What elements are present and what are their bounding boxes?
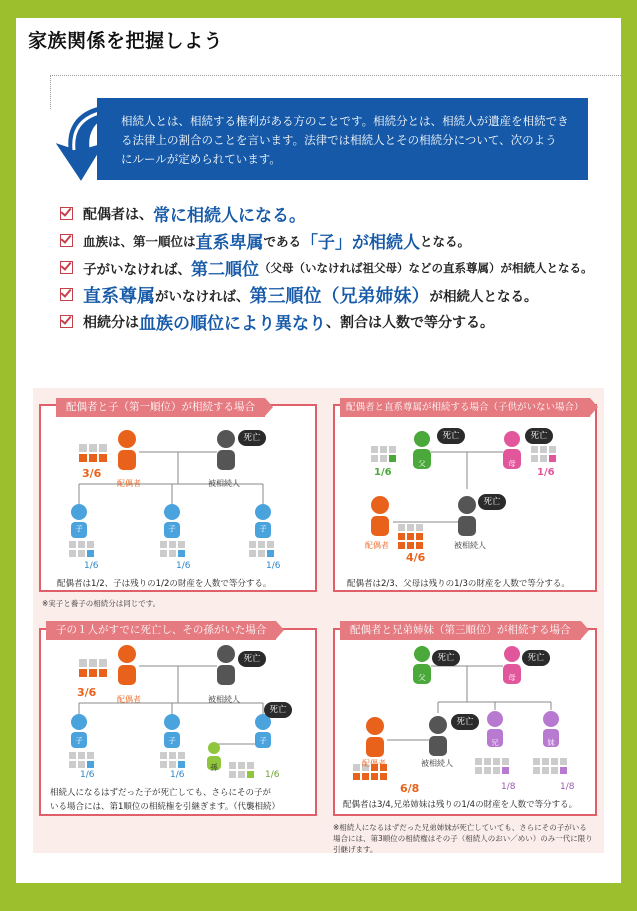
rule-highlight: 血族の順位により異なり [139,314,326,334]
card-2-title: 配偶者と直系尊属が相続する場合（子供がいない場合） [340,398,590,417]
rule-1 [60,200,620,227]
intro-line-2: る法律上の割合のことを言います。法律では相続人とその相続分について、次のよう [121,133,557,147]
rule-highlight: 第三順位（兄弟姉妹） [249,285,430,307]
dead-badge: 死亡 [522,650,550,666]
card-4-note: 配偶者は3/4,兄弟姉妹は残りの1/4の財産を人数で等分する。 [343,800,578,810]
intro-box [97,98,588,180]
footnote-siblings-1: ※相続人になるはずだった兄弟姉妹が死亡していても、さらにその子がいる [333,823,587,832]
rule-5 [60,308,620,335]
card-1-note: 配偶者は1/2、子は残りの1/2の財産を人数で等分する。 [57,579,272,589]
page-title: 家族関係を把握しよう [28,30,224,52]
child-label: 子 [168,736,176,745]
deceased-label: 被相続人 [208,695,240,704]
card-3-title: 子の１人がすでに死亡し、その孫がいた場合 [46,621,276,640]
card-3-note-2: いる場合には、第1順位の相続権を引継ぎます。（代襲相続） [50,802,280,812]
child-share: 1/6 [80,770,95,780]
deceased-label: 被相続人 [454,541,486,550]
intro-line-3: にルールが定められています。 [121,152,281,166]
spouse-person-icon [366,717,384,757]
checkbox-icon [60,261,73,274]
dead-badge: 死亡 [238,651,266,667]
rule-2 [60,227,620,254]
spouse-share: 3/6 [77,686,97,699]
rule-highlight: 直系卑属 [195,233,264,253]
rules-list [60,200,620,335]
rule-highlight: 直系尊属 [83,285,155,307]
card-2-note: 配偶者は2/3、父母は残りの1/3の財産を人数で等分する。 [347,579,570,589]
spouse-label: 配偶者 [365,541,389,550]
dead-badge: 死亡 [238,430,266,446]
deceased-person-icon [217,430,235,470]
child-share: 1/6 [266,561,281,571]
older-brother-label: 兄 [491,738,499,747]
rule-highlight: 第二順位 [191,260,259,280]
dead-badge: 死亡 [525,428,553,444]
spouse-label: 配偶者 [117,695,141,704]
intro-line-1: 相続人とは、相続する権利がある方のことです。相続分とは、相続人が遺産を相続でき [121,114,569,128]
rule-text: である [263,233,302,249]
mother-label: 母 [508,459,516,468]
child-share: 1/6 [170,770,185,780]
mother-label: 母 [508,673,516,682]
rule-3 [60,254,620,281]
dead-badge: 死亡 [437,428,465,444]
rule-text: 相続分は [83,314,139,331]
spouse-label: 配偶者 [362,759,386,768]
card-3-note-1: 相続人になるはずだった子が死亡しても、さらにその子が [50,788,272,798]
card-4-title: 配偶者と兄弟姉妹（第三順位）が相続する場合 [340,621,581,640]
child-label: 子 [168,524,176,533]
father-label: 父 [418,459,426,468]
rule-text: 子がいなければ、 [83,261,191,278]
rule-4 [60,281,620,308]
younger-sister-label: 妹 [547,738,555,747]
rule-text: 、割合は人数で等分する。 [326,314,494,331]
dead-badge: 死亡 [451,714,479,730]
card-1-title: 配偶者と子（第一順位）が相続する場合 [56,398,265,417]
spouse-share: 3/6 [82,467,102,480]
footnote-adopted: ※実子と養子の相続分は同じです。 [42,599,161,608]
dead-badge: 死亡 [478,494,506,510]
child-label: 子 [75,736,83,745]
spouse-person-icon [118,645,136,685]
grandchild-label: 孫 [210,763,218,772]
deceased-person-icon [217,645,235,685]
rule-highlight: 常に相続人になる。 [153,206,306,226]
footnote-siblings-2: 場合には、第3順位の相続権はその子（相続人のおい／めい）のみ一代に限り [333,834,593,843]
spouse-person-icon [371,496,389,536]
checkbox-icon [60,234,73,247]
rule-text: （父母（いなければ祖父母）などの直系尊属）が相続人となる。 [259,260,593,275]
rule-text: が相続人となる。 [429,288,538,305]
dead-badge: 死亡 [264,702,292,718]
checkbox-icon [60,288,73,301]
deceased-person-icon [458,496,476,536]
checkbox-icon [60,207,73,220]
spouse-label: 配偶者 [117,479,141,488]
child-share: 1/6 [176,561,191,571]
spouse-share: 6/8 [400,782,420,795]
deceased-person-icon [429,716,447,756]
rule-highlight: 「子」が相続人 [301,233,421,253]
father-label: 父 [418,673,426,682]
family-tree-2 [333,404,597,592]
rule-text: がいなければ、 [155,288,250,305]
father-share: 1/6 [374,467,392,478]
deceased-label: 被相続人 [421,759,453,768]
child-label: 子 [75,524,83,533]
rule-text: 配偶者は、 [83,206,153,223]
child-label: 子 [259,736,267,745]
older-brother-share: 1/8 [501,782,516,792]
rule-text: となる。 [420,233,471,249]
child-share: 1/6 [84,561,99,571]
child-label: 子 [259,524,267,533]
deceased-label: 被相続人 [208,479,240,488]
grandchild-share: 1/6 [265,770,280,780]
mother-share: 1/6 [537,467,555,478]
spouse-share: 4/6 [406,551,426,564]
footnote-siblings-3: 引継げます。 [333,845,378,854]
spouse-person-icon [118,430,136,470]
younger-sister-share: 1/8 [560,782,575,792]
rule-text: 血族は、第一順位は [83,233,196,249]
dead-badge: 死亡 [432,650,460,666]
checkbox-icon [60,315,73,328]
